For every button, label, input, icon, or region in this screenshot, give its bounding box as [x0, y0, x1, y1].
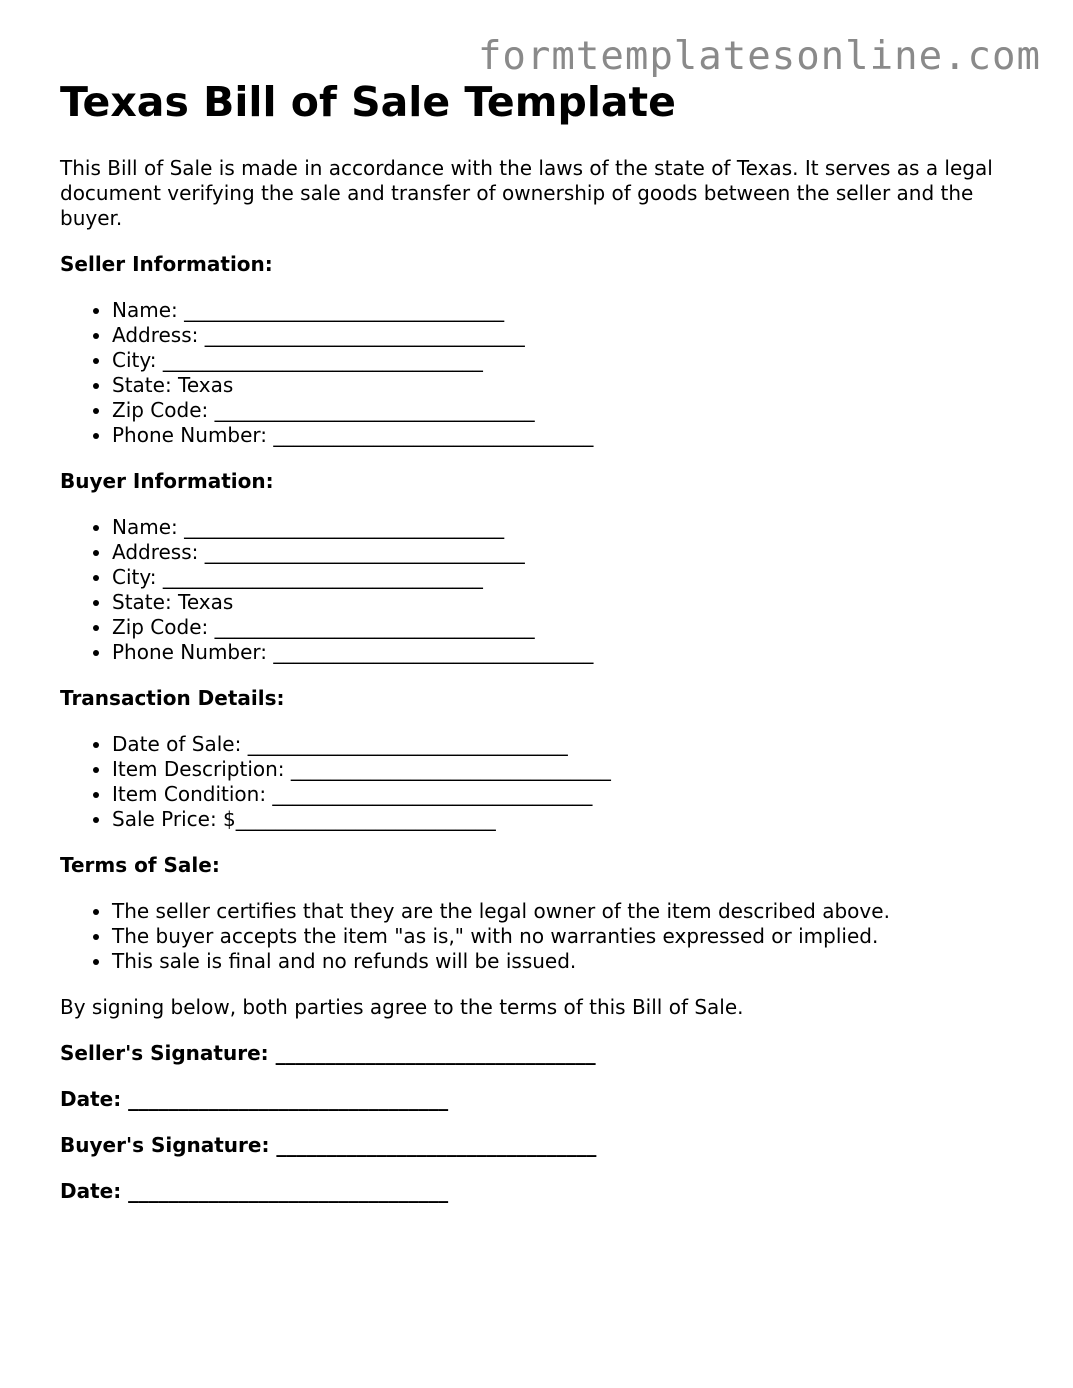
buyer-info-list — [60, 515, 1020, 665]
item-condition-field: • Item Condition: ________________________________ — [112, 782, 1020, 807]
seller-info-list — [60, 298, 1020, 448]
buyer-signature-line: Buyer's Signature: ________________________________ — [60, 1133, 597, 1157]
intro-paragraph: This Bill of Sale is made in accordance with the laws of the state of Texas. It serves as a legal document verifying the sale and transfer of ownership of goods between the seller and the buyer. — [60, 156, 993, 230]
seller-city-field: • City: ________________________________ — [112, 348, 1020, 373]
transaction-section-heading: Transaction Details: — [60, 686, 285, 710]
closing-statement: By signing below, both parties agree to the terms of this Bill of Sale. — [60, 995, 744, 1019]
terms-section-heading: Terms of Sale: — [60, 853, 220, 877]
seller-name-field: • Name: ________________________________ — [112, 298, 1020, 323]
sale-price-field: • Sale Price: $__________________________ — [112, 807, 1020, 832]
document — [60, 78, 1020, 1204]
seller-section-heading: Seller Information: — [60, 252, 273, 276]
buyer-address-field: • Address: ________________________________ — [112, 540, 1020, 565]
transaction-details-list — [60, 732, 1020, 832]
buyer-zip-field: • Zip Code: ________________________________ — [112, 615, 1020, 640]
buyer-date-line: Date: ________________________________ — [60, 1179, 449, 1203]
buyer-city-field: • City: ________________________________ — [112, 565, 1020, 590]
seller-address-field: • Address: ________________________________ — [112, 323, 1020, 348]
buyer-state-field: • State: Texas — [112, 590, 1020, 615]
seller-state-field: • State: Texas — [112, 373, 1020, 398]
date-of-sale-field: • Date of Sale: ________________________________ — [112, 732, 1020, 757]
page-title: Texas Bill of Sale Template — [60, 78, 676, 126]
seller-date-line: Date: ________________________________ — [60, 1087, 449, 1111]
terms-list — [60, 899, 1020, 974]
terms-item: • This sale is final and no refunds will be issued. — [112, 949, 1020, 974]
terms-item: • The seller certifies that they are the legal owner of the item described above. — [112, 899, 1020, 924]
item-description-field: • Item Description: ________________________________ — [112, 757, 1020, 782]
terms-item: • The buyer accepts the item "as is," with no warranties expressed or implied. — [112, 924, 1020, 949]
buyer-section-heading: Buyer Information: — [60, 469, 274, 493]
seller-signature-line: Seller's Signature: ________________________________ — [60, 1041, 596, 1065]
seller-zip-field: • Zip Code: ________________________________ — [112, 398, 1020, 423]
seller-phone-field: • Phone Number: ________________________________ — [112, 423, 1020, 448]
watermark: formtemplatesonline.com — [477, 34, 1041, 79]
buyer-phone-field: • Phone Number: ________________________________ — [112, 640, 1020, 665]
buyer-name-field: • Name: ________________________________ — [112, 515, 1020, 540]
